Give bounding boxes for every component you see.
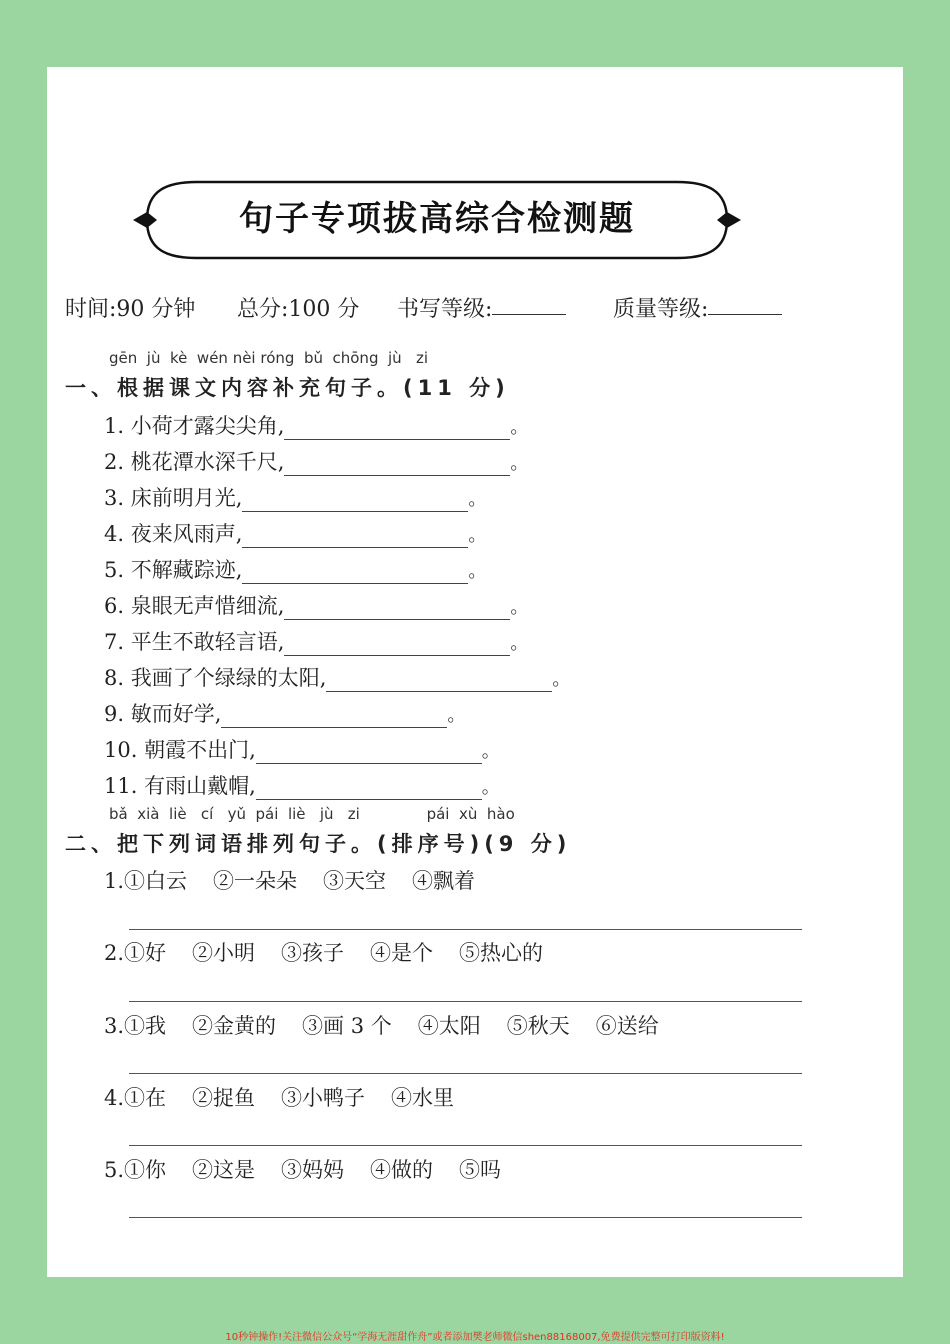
total-label: 总分:100 分 — [237, 297, 360, 322]
word-option: ①好 — [124, 941, 167, 965]
fill-item-text: 10. 朝霞不出门, — [104, 738, 256, 762]
order-item-number: 2. — [104, 941, 125, 965]
end-mark: 。 — [552, 669, 571, 690]
end-mark: 。 — [481, 741, 500, 762]
section2-heading: 二、把下列词语排列句子。(排序号)(9 分) — [65, 832, 572, 856]
writing-grade-text: 书写等级: — [397, 297, 493, 322]
end-mark: 。 — [468, 489, 487, 510]
fill-item — [104, 518, 486, 548]
fill-blank[interactable] — [284, 597, 510, 620]
order-item — [104, 865, 501, 895]
word-option: ④太阳 — [417, 1014, 481, 1038]
end-mark: 。 — [510, 417, 529, 438]
order-item — [104, 1154, 527, 1184]
end-mark: 。 — [510, 453, 529, 474]
fill-item-text: 4. 夜来风雨声, — [104, 522, 243, 546]
word-option: ①白云 — [124, 869, 188, 893]
title-banner — [127, 180, 747, 260]
word-option: ③小鸭子 — [281, 1086, 366, 1110]
fill-item — [104, 482, 486, 512]
order-item-number: 5. — [104, 1158, 125, 1182]
word-option: ④做的 — [370, 1158, 434, 1182]
word-option: ①在 — [124, 1086, 167, 1110]
end-mark: 。 — [447, 705, 466, 726]
fill-item — [104, 734, 500, 764]
quality-grade-label — [613, 292, 708, 323]
fill-blank[interactable] — [284, 633, 510, 656]
word-option: ⑥送给 — [595, 1014, 659, 1038]
word-option: ④是个 — [370, 941, 434, 965]
section1-heading: 一、根据课文内容补充句子。(11 分) — [65, 376, 510, 400]
fill-blank[interactable] — [242, 525, 468, 548]
fill-item — [104, 698, 465, 728]
word-option: ③天空 — [323, 869, 387, 893]
answer-line[interactable] — [129, 1001, 802, 1002]
footer-notice: 10秒钟操作!关注微信公众号“学海无涯甜作舟”或者添加樊老师微信shen88168007,免费提供完整可打印版资料! — [225, 1332, 725, 1343]
fill-item-text: 11. 有雨山戴帽, — [104, 774, 256, 798]
word-option: ③妈妈 — [281, 1158, 345, 1182]
fill-item — [104, 626, 528, 656]
fill-item-text: 9. 敏而好学, — [104, 702, 222, 726]
fill-item-text: 6. 泉眼无声惜细流, — [104, 594, 285, 618]
fill-blank[interactable] — [326, 669, 552, 692]
page-title: 句子专项拔高综合检测题 — [239, 199, 635, 239]
fill-item — [104, 554, 486, 584]
word-option: ②小明 — [192, 941, 256, 965]
fill-item-text: 3. 床前明月光, — [104, 486, 243, 510]
word-option: ①我 — [124, 1014, 167, 1038]
fill-item — [104, 446, 528, 476]
word-option: ③孩子 — [281, 941, 345, 965]
answer-line[interactable] — [129, 1145, 802, 1146]
fill-item-text: 8. 我画了个绿绿的太阳, — [104, 666, 327, 690]
word-option: ②一朵朵 — [213, 869, 298, 893]
word-option: ②捉鱼 — [192, 1086, 256, 1110]
word-option: ②金黄的 — [192, 1014, 277, 1038]
fill-blank[interactable] — [242, 489, 468, 512]
worksheet-page — [47, 67, 903, 1277]
fill-item — [104, 410, 528, 440]
writing-grade-label — [397, 292, 492, 323]
word-option: ③画 3 个 — [302, 1014, 392, 1038]
writing-grade-blank[interactable] — [492, 292, 566, 315]
fill-item — [104, 590, 528, 620]
fill-item-text: 7. 平生不敢轻言语, — [104, 630, 285, 654]
end-mark: 。 — [510, 597, 529, 618]
end-mark: 。 — [468, 561, 487, 582]
fill-blank[interactable] — [221, 705, 447, 728]
end-mark: 。 — [481, 777, 500, 798]
order-item-number: 1. — [104, 869, 125, 893]
quality-grade-text: 质量等级: — [613, 297, 709, 322]
quality-grade-blank[interactable] — [708, 292, 782, 315]
word-option: ④水里 — [391, 1086, 455, 1110]
answer-line[interactable] — [129, 929, 802, 930]
order-item-number: 3. — [104, 1014, 125, 1038]
word-option: ⑤吗 — [459, 1158, 502, 1182]
word-option: ⑤热心的 — [459, 941, 544, 965]
fill-blank[interactable] — [256, 741, 482, 764]
word-option: ①你 — [124, 1158, 167, 1182]
fill-item-text: 5. 不解藏踪迹, — [104, 558, 243, 582]
order-item-number: 4. — [104, 1086, 125, 1110]
order-item — [104, 1010, 685, 1040]
fill-blank[interactable] — [256, 777, 482, 800]
end-mark: 。 — [510, 633, 529, 654]
fill-blank[interactable] — [242, 561, 468, 584]
word-option: ⑤秋天 — [506, 1014, 570, 1038]
fill-item-text: 2. 桃花潭水深千尺, — [104, 450, 285, 474]
fill-blank[interactable] — [284, 453, 510, 476]
end-mark: 。 — [468, 525, 487, 546]
fill-item — [104, 770, 500, 800]
order-item — [104, 937, 569, 967]
fill-blank[interactable] — [284, 417, 510, 440]
answer-line[interactable] — [129, 1073, 802, 1074]
section1-pinyin: gēn jù kè wén nèi róng bǔ chōng jù zi — [109, 349, 429, 367]
word-option: ②这是 — [192, 1158, 256, 1182]
fill-item — [104, 662, 570, 692]
word-option: ④飘着 — [412, 869, 476, 893]
section2-pinyin: bǎ xià liè cí yǔ pái liè jù zi pái xù hào — [109, 805, 515, 823]
fill-item-text: 1. 小荷才露尖尖角, — [104, 414, 285, 438]
order-item — [104, 1082, 480, 1112]
time-label: 时间:90 分钟 — [65, 297, 196, 322]
answer-line[interactable] — [129, 1217, 802, 1218]
